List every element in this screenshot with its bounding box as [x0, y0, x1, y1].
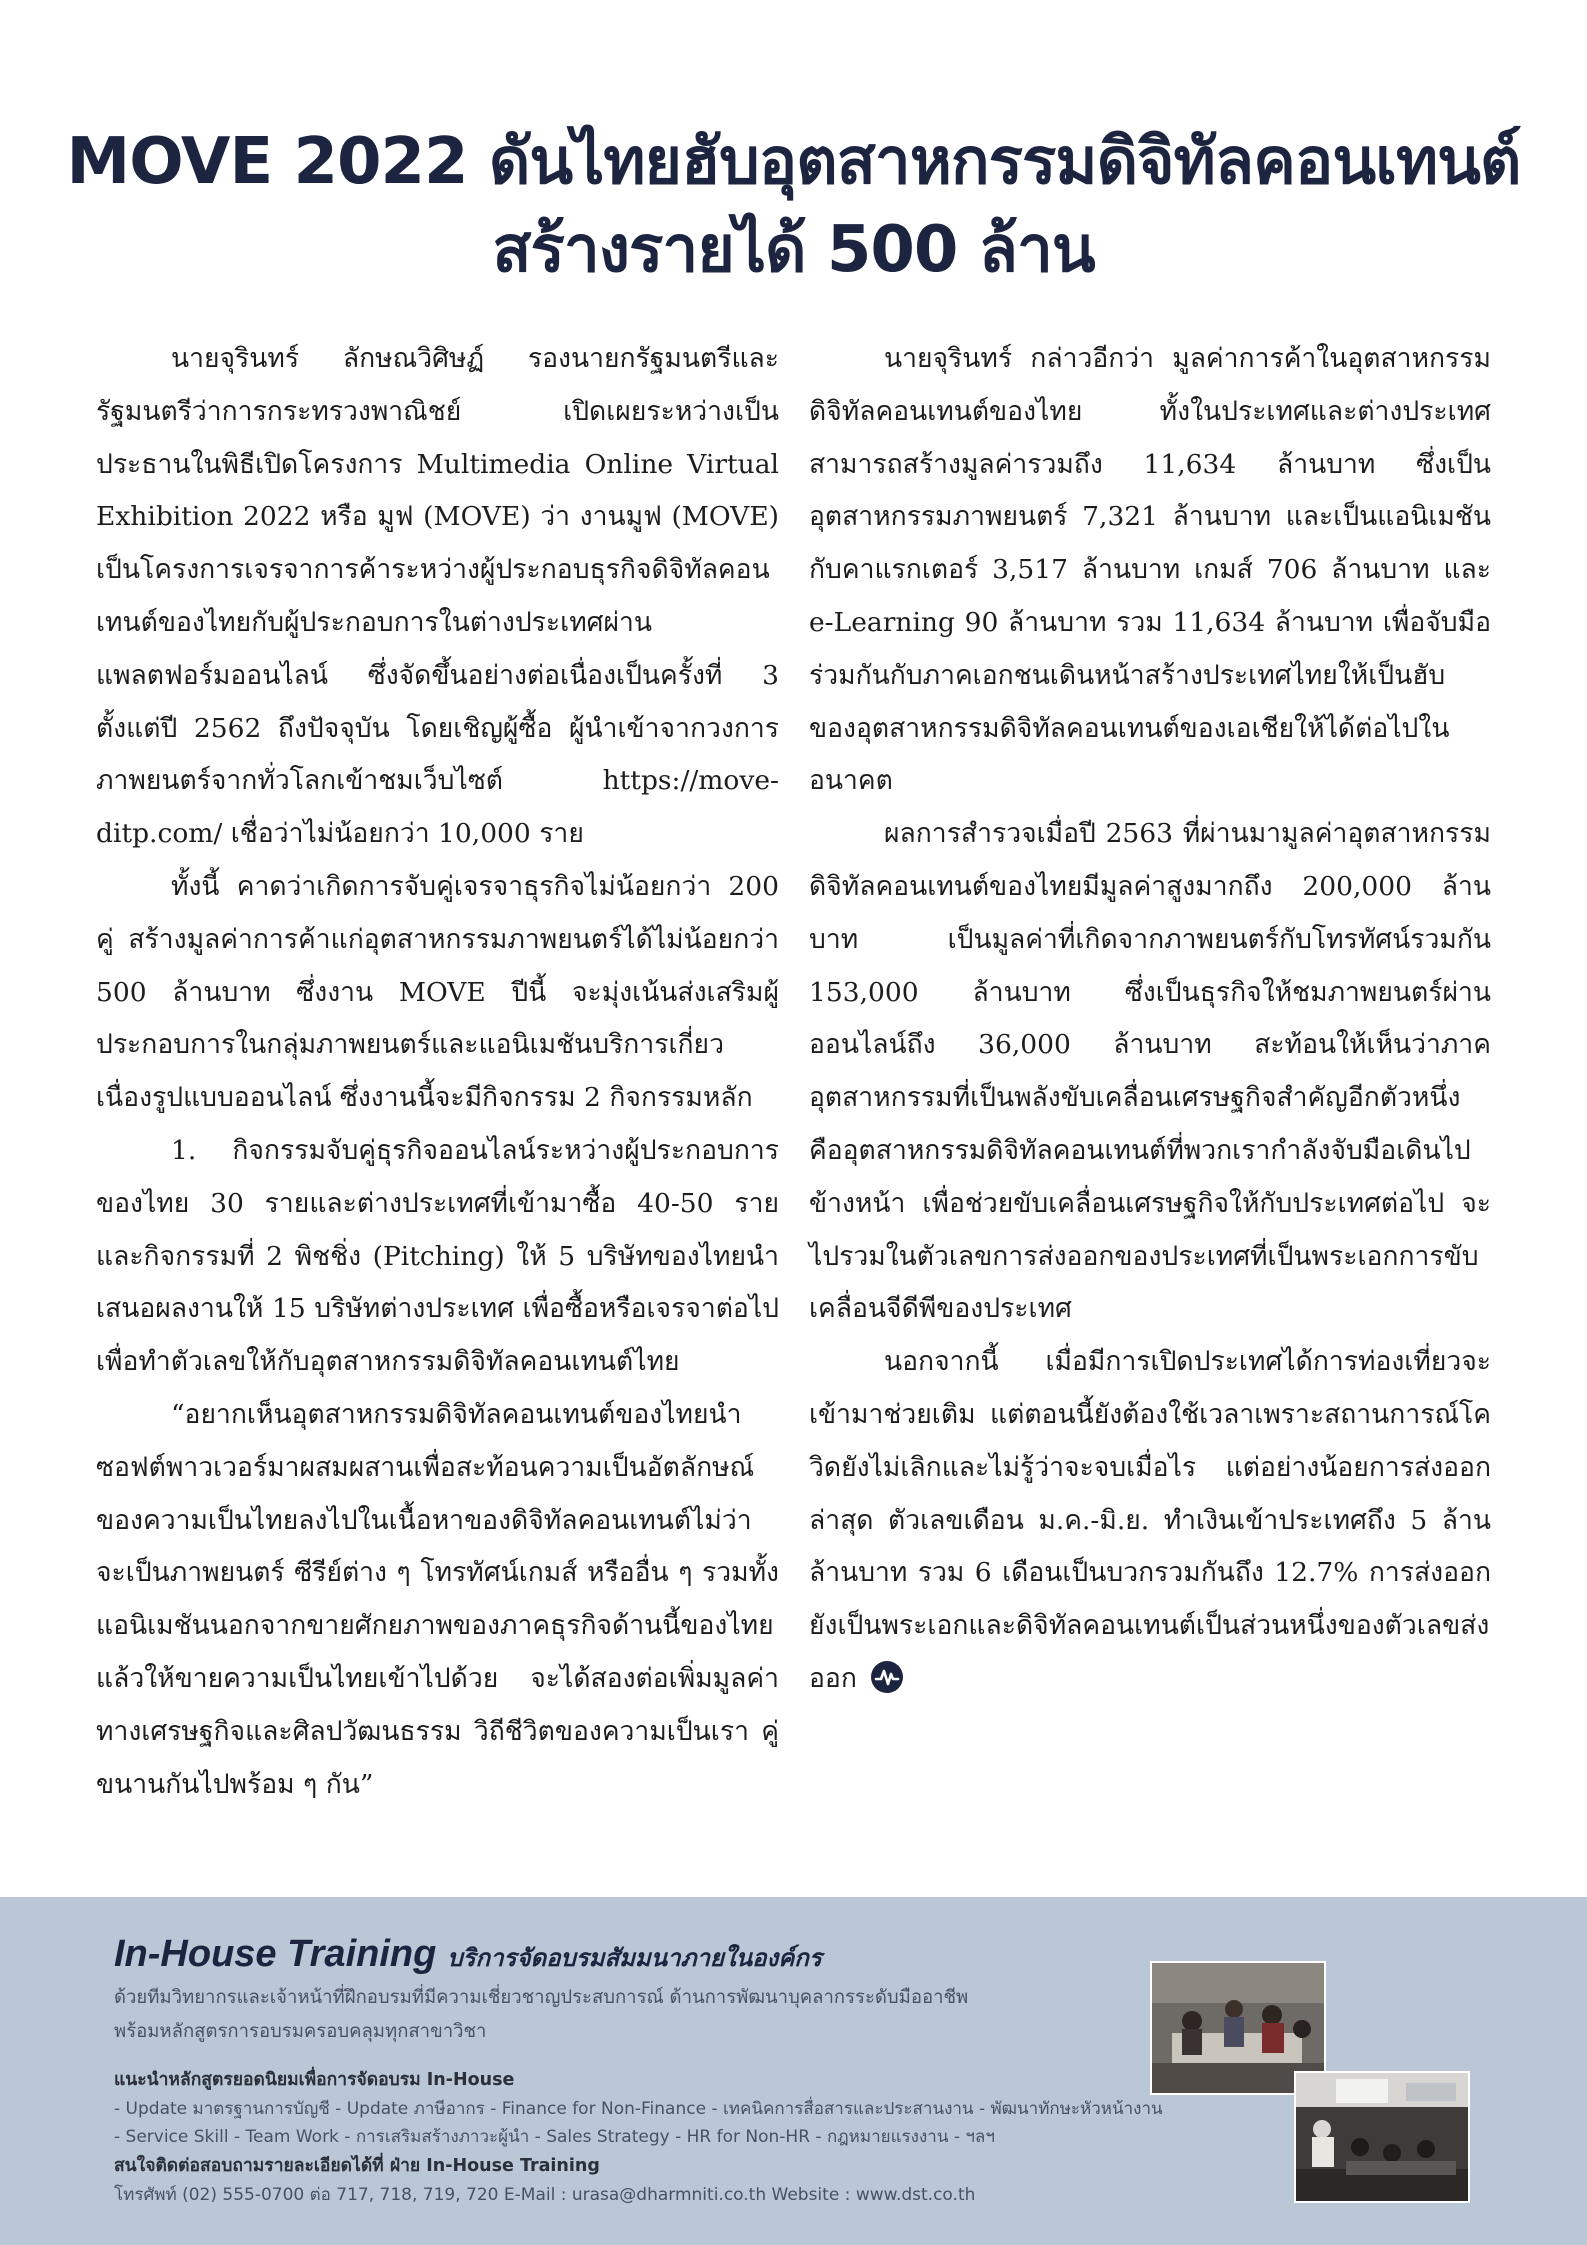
ad-tagline: บริการจัดอบรมสัมมนาภายในองค์กร	[447, 1944, 822, 1972]
ad-brand: In-House Training	[114, 1933, 437, 1975]
article-paragraph: “อยากเห็นอุตสาหกรรมดิจิทัลคอนเทนต์ของไทยนำซอฟต์พาวเวอร์มาผสมผสานเพื่อสะท้อนความเป็นอัตลักษณ์ของความเป็นไทยลงไปในเนื้อหาของดิจิทัลคอนเทนต์ไม่ว่าจะเป็นภาพยนตร์ ซีรีย์ต่าง ๆ โทรทัศน์เกมส์ หรืออื่น ๆ รวมทั้งแอนิเมชันนอกจากขายศักยภาพของภาคธุรกิจด้านนี้ของไทยแล้วให้ขายความเป็นไทยเข้าไปด้วย จะได้สองต่อเพิ่มมูลค่าทางเศรษฐกิจและศิลปวัฒนธรรม วิถีชีวิตของความเป็นเรา คู่ขนานกันไปพร้อม ๆ กัน”	[96, 1398, 779, 1800]
title-line-2: สร้างรายได้ 500 ล้าน	[492, 213, 1095, 287]
article-paragraph: 1. กิจกรรมจับคู่ธุรกิจออนไลน์ระหว่างผู้ประกอบการของไทย 30 รายและต่างประเทศที่เข้ามาซื้อ 40-50 ราย และกิจกรรมที่ 2 พิชชิ่ง (Pitching) ให้ 5 บริษัทของไทยนำเสนอผลงานให้ 15 บริษัทต่างประเทศ เพื่อซื้อหรือเจรจาต่อไปเพื่อทำตัวเลขให้กับอุตสาหกรรมดิจิทัลคอนเทนต์ไทย	[96, 1134, 779, 1378]
ad-photos	[1150, 1961, 1480, 2201]
article-paragraph: ทั้งนี้ คาดว่าเกิดการจับคู่เจรจาธุรกิจไม่น้อยกว่า 200 คู่ สร้างมูลค่าการค้าแก่อุตสาหกรรมภาพยนตร์ได้ไม่น้อยกว่า 500 ล้านบาท ซึ่งงาน MOVE ปีนี้ จะมุ่งเน้นส่งเสริมผู้ประกอบการในกลุ่มภาพยนตร์และแอนิเมชันบริการเกี่ยวเนื่องรูปแบบออนไลน์ ซึ่งงานนี้จะมีกิจกรรม 2 กิจกรรมหลัก	[96, 870, 779, 1114]
ad-header	[114, 1933, 822, 1977]
ad-description-line-2: พร้อมหลักสูตรการอบรมครอบคลุมทุกสาขาวิชา	[114, 2021, 487, 2042]
ad-contact-heading: สนใจติดต่อสอบถามรายละเอียดได้ที่ ฝ่าย In-House Training	[114, 2156, 600, 2176]
training-seminar-photo-icon	[1294, 2071, 1470, 2203]
ad-courses-line-2: - Service Skill - Team Work - การเสริมสร้างภาวะผู้นำ - Sales Strategy - HR for Non-HR - กฎหมายแรงงาน - ฯลฯ	[114, 2127, 995, 2147]
in-house-training-ad	[0, 1897, 1587, 2245]
ad-contact-line: โทรศัพท์ (02) 555-0700 ต่อ 717, 718, 719, 720 E-Mail : urasa@dharmniti.co.th Website : www.dst.co.th	[114, 2185, 976, 2205]
brand-wave-logo-icon	[871, 1661, 903, 1693]
article-paragraph-last	[809, 1336, 1491, 1706]
article-title	[60, 118, 1527, 294]
article-paragraph: นายจุรินทร์ ลักษณวิศิษฏ์ รองนายกรัฐมนตรีและรัฐมนตรีว่าการกระทรวงพาณิชย์ เปิดเผยระหว่างเป็นประธานในพิธีเปิดโครงการ Multimedia Online Virtual Exhibition 2022 หรือ มูฟ (MOVE) ว่า งานมูฟ (MOVE) เป็นโครงการเจรจาการค้าระหว่างผู้ประกอบธุรกิจดิจิทัลคอนเทนต์ของไทยกับผู้ประกอบการในต่างประเทศผ่านแพลตฟอร์มออนไลน์ ซึ่งจัดขึ้นอย่างต่อเนื่องเป็นครั้งที่ 3 ตั้งแต่ปี 2562 ถึงปัจจุบัน โดยเชิญผู้ซื้อ ผู้นำเข้าจากวงการภาพยนตร์จากทั่วโลกเข้าชมเว็บไซต์ https://move-ditp.com/ เชื่อว่าไม่น้อยกว่า 10,000 ราย	[96, 343, 779, 850]
ad-courses-heading: แนะนำหลักสูตรยอดนิยมเพื่อการจัดอบรม In-House	[114, 2070, 515, 2090]
title-line-1: MOVE 2022 ดันไทยฮับอุตสาหกรรมดิจิทัลคอนเทนต์	[66, 125, 1521, 199]
article-paragraph: ผลการสำรวจเมื่อปี 2563 ที่ผ่านมามูลค่าอุตสาหกรรมดิจิทัลคอนเทนต์ของไทยมีมูลค่าสูงมากถึง 200,000 ล้านบาท เป็นมูลค่าที่เกิดจากภาพยนตร์กับโทรทัศน์รวมกัน 153,000 ล้านบาท ซึ่งเป็นธุรกิจให้ชมภาพยนตร์ผ่านออนไลน์ถึง 36,000 ล้านบาท สะท้อนให้เห็นว่าภาคอุตสาหกรรมที่เป็นพลังขับเคลื่อนเศรษฐกิจสำคัญอีกตัวหนึ่งคืออุตสาหกรรมดิจิทัลคอนเทนต์ที่พวกเรากำลังจับมือเดินไปข้างหน้า เพื่อช่วยขับเคลื่อนเศรษฐกิจให้กับประเทศต่อไป จะไปรวมในตัวเลขการส่งออกของประเทศที่เป็นพระเอกการขับเคลื่อนจีดีพีของประเทศ	[809, 818, 1491, 1325]
article-paragraph-text: นอกจากนี้ เมื่อมีการเปิดประเทศได้การท่องเที่ยวจะเข้ามาช่วยเติม แต่ตอนนี้ยังต้องใช้เวลาเพราะสถานการณ์โควิดยังไม่เลิกและไม่รู้ว่าจะจบเมื่อไร แต่อย่างน้อยการส่งออกล่าสุด ตัวเลขเดือน ม.ค.-มิ.ย. ทำเงินเข้าประเทศถึง 5 ล้านล้านบาท รวม 6 เดือนเป็นบวกรวมกันถึง 12.7% การส่งออกยังเป็นพระเอกและดิจิทัลคอนเทนต์เป็นส่วนหนึ่งของตัวเลขส่งออก	[809, 1346, 1491, 1694]
article-column-right	[809, 333, 1491, 1706]
article-paragraph: นายจุรินทร์ กล่าวอีกว่า มูลค่าการค้าในอุตสาหกรรมดิจิทัลคอนเทนต์ของไทย ทั้งในประเทศและต่างประเทศสามารถสร้างมูลค่ารวมถึง 11,634 ล้านบาท ซึ่งเป็นอุตสาหกรรมภาพยนตร์ 7,321 ล้านบาท และเป็นแอนิเมชันกับคาแรกเตอร์ 3,517 ล้านบาท เกมส์ 706 ล้านบาท และ e-Learning 90 ล้านบาท รวม 11,634 ล้านบาท เพื่อจับมือร่วมกันกับภาคเอกชนเดินหน้าสร้างประเทศไทยให้เป็นฮับของอุตสาหกรรมดิจิทัลคอนเทนต์ของเอเชียให้ได้ต่อไปในอนาคต	[809, 343, 1491, 797]
article-column-left	[96, 333, 779, 1811]
ad-courses-line-1: - Update มาตรฐานการบัญชี - Update ภาษีอากร - Finance for Non-Finance - เทคนิคการสื่อสารและประสานงาน - พัฒนาทักษะหัวหน้างาน	[114, 2099, 1163, 2119]
ad-description-line-1: ด้วยทีมวิทยากรและเจ้าหน้าที่ฝึกอบรมที่มีความเชี่ยวชาญประสบการณ์ ด้านการพัฒนาบุคลากรระดับมืออาชีพ	[114, 1987, 969, 2008]
